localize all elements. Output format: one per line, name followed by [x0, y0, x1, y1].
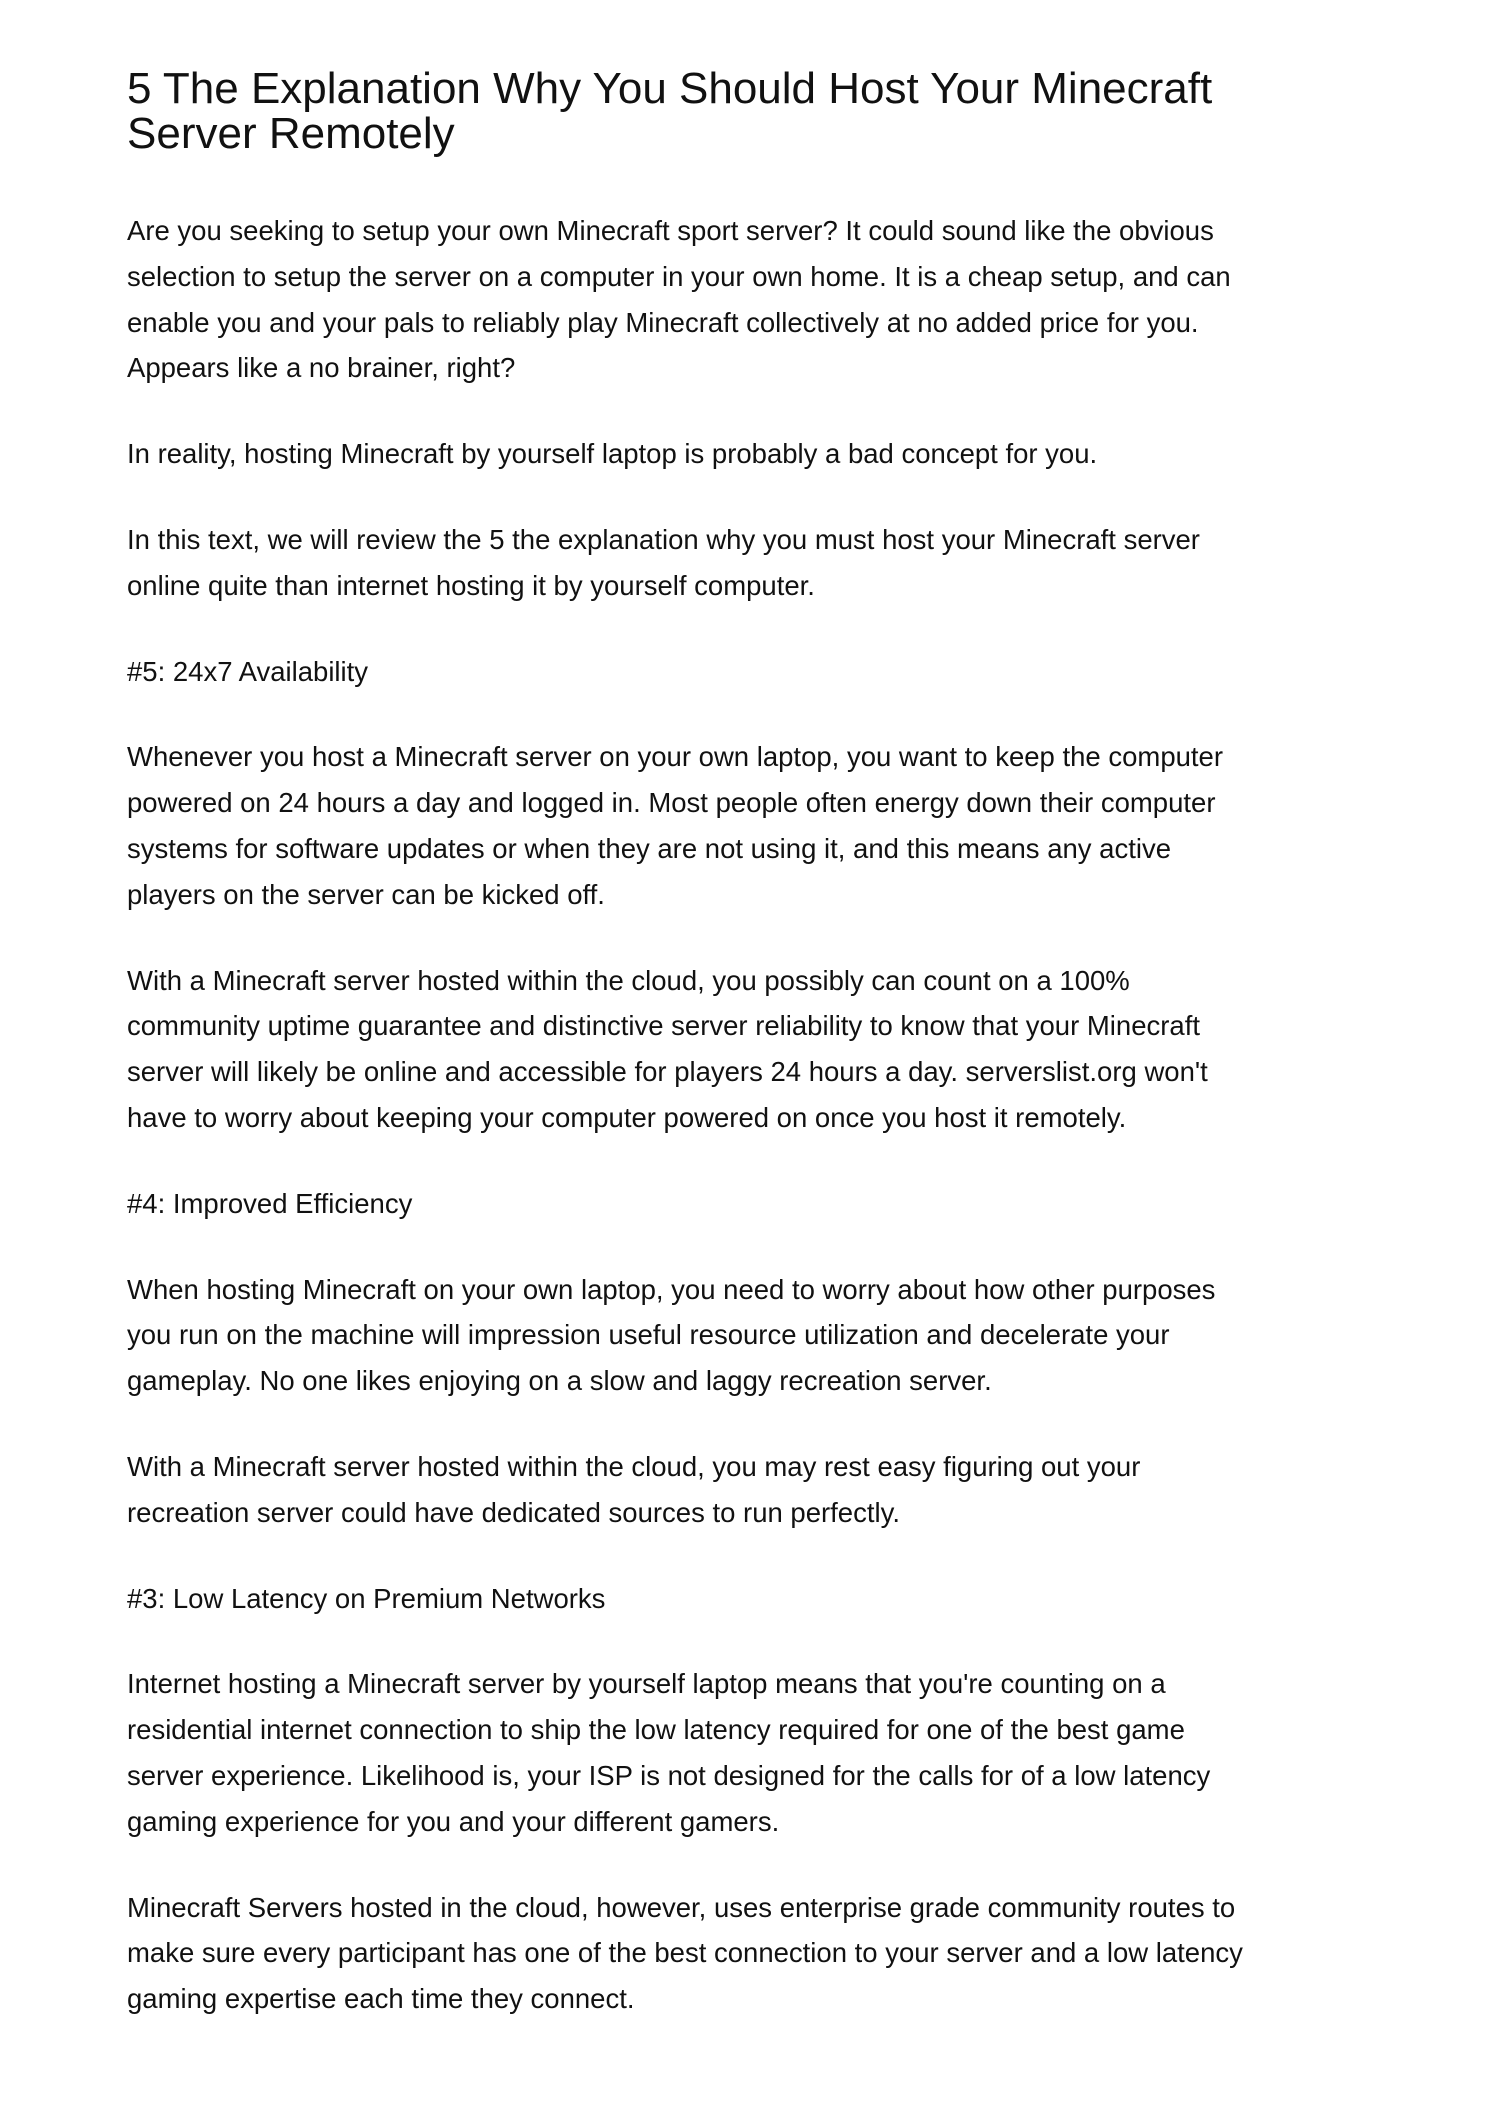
- text-line: selection to setup the server on a computer in your own home. It is a cheap setup, and can: [127, 260, 1231, 292]
- text-line: residential internet connection to ship the low latency required for one of the best game: [127, 1714, 1185, 1746]
- text-line: players on the server can be kicked off.: [127, 878, 605, 910]
- text-line: community uptime guarantee and distinctive server reliability to know that your Minecraft: [127, 1010, 1200, 1042]
- text-line: When hosting Minecraft on your own laptop, you need to worry about how other purposes: [127, 1273, 1216, 1305]
- text-line: #4: Improved Efficiency: [127, 1187, 413, 1219]
- paragraph: [127, 1885, 1387, 2022]
- section-heading: [127, 649, 1387, 695]
- text-line: With a Minecraft server hosted within the cloud, you possibly can count on a 100%: [127, 964, 1130, 996]
- text-line: gaming experience for you and your different gamers.: [127, 1805, 780, 1837]
- paragraph: [127, 431, 1387, 477]
- text-line: Internet hosting a Minecraft server by yourself laptop means that you're counting on a: [127, 1668, 1166, 1700]
- paragraph: [127, 517, 1387, 609]
- text-line: gameplay. No one likes enjoying on a slow and laggy recreation server.: [127, 1365, 992, 1397]
- paragraph: [127, 734, 1387, 917]
- text-line: gaming expertise each time they connect.: [127, 1983, 635, 2015]
- text-line: Minecraft Servers hosted in the cloud, however, uses enterprise grade community routes to: [127, 1891, 1236, 1923]
- text-line: With a Minecraft server hosted within the cloud, you may rest easy figuring out your: [127, 1450, 1141, 1482]
- paragraph: [127, 208, 1387, 391]
- title-line: Server Remotely: [127, 109, 455, 158]
- text-line: Whenever you host a Minecraft server on your own laptop, you want to keep the computer: [127, 741, 1223, 773]
- text-line: server experience. Likelihood is, your ISP is not designed for the calls for of a low latency: [127, 1759, 1211, 1791]
- page-title: [127, 66, 1387, 156]
- paragraph: [127, 1444, 1387, 1536]
- text-line: Appears like a no brainer, right?: [127, 352, 516, 384]
- text-line: server will likely be online and accessible for players 24 hours a day. serverslist.org won't: [127, 1056, 1208, 1088]
- text-line: you run on the machine will impression useful resource utilization and decelerate your: [127, 1319, 1170, 1351]
- paragraph: [127, 958, 1387, 1141]
- document-body: [127, 208, 1387, 2022]
- text-line: have to worry about keeping your computer powered on once you host it remotely.: [127, 1101, 1127, 1133]
- text-line: Are you seeking to setup your own Minecraft sport server? It could sound like the obvious: [127, 215, 1214, 246]
- text-line: In this text, we will review the 5 the explanation why you must host your Minecraft server: [127, 523, 1200, 555]
- section-heading: [127, 1181, 1387, 1227]
- title-line: 5 The Explanation Why You Should Host Your Minecraft: [127, 64, 1213, 113]
- section-heading: [127, 1576, 1387, 1622]
- text-line: #3: Low Latency on Premium Networks: [127, 1582, 606, 1614]
- text-line: enable you and your pals to reliably play Minecraft collectively at no added price for you.: [127, 306, 1199, 338]
- paragraph: [127, 1661, 1387, 1844]
- text-line: make sure every participant has one of the best connection to your server and a low latency: [127, 1937, 1243, 1969]
- text-line: recreation server could have dedicated sources to run perfectly.: [127, 1496, 900, 1528]
- text-line: In reality, hosting Minecraft by yourself laptop is probably a bad concept for you.: [127, 438, 1098, 470]
- paragraph: [127, 1267, 1387, 1404]
- text-line: online quite than internet hosting it by yourself computer.: [127, 569, 815, 601]
- text-line: #5: 24x7 Availability: [127, 655, 369, 687]
- document-page: [127, 66, 1387, 2022]
- text-line: systems for software updates or when they are not using it, and this means any active: [127, 832, 1172, 864]
- text-line: powered on 24 hours a day and logged in. Most people often energy down their computer: [127, 787, 1216, 819]
